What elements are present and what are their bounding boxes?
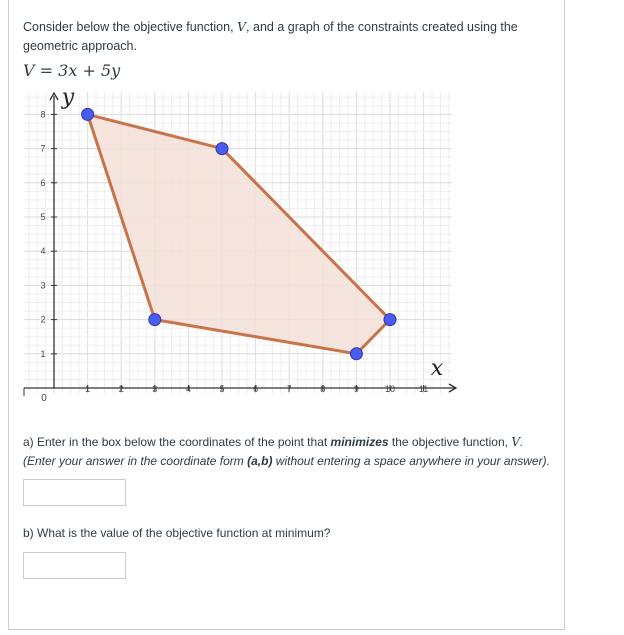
- x-tick-label: 3: [152, 384, 158, 394]
- x-tick-label: 4: [185, 384, 191, 394]
- y-tick-label: 1: [40, 348, 46, 359]
- vertex-point: [216, 143, 228, 155]
- y-tick-label: 2: [40, 314, 46, 325]
- part-a-text-3: . (Enter your answer in the coordinate form: [23, 435, 524, 468]
- part-a-form: (a,b): [247, 454, 273, 468]
- x-tick-label: 6: [253, 384, 259, 394]
- vertex-point: [149, 314, 161, 326]
- part-a-text-1: a) Enter in the box below the coordinates of the point that: [23, 435, 331, 449]
- x-tick-label: 2: [118, 384, 124, 394]
- y-tick-label: 3: [40, 280, 46, 291]
- intro-variable: V: [237, 19, 247, 34]
- x-tick-label: 10: [384, 384, 396, 394]
- part-b-question: b) What is the value of the objective function at minimum?: [23, 526, 331, 540]
- part-a-bold: minimizes: [330, 435, 389, 449]
- origin-label: 0: [41, 393, 47, 404]
- part-a-text-4: without entering a space anywhere in your answer).: [272, 454, 550, 468]
- x-axis-label: x: [430, 356, 444, 381]
- y-tick-label: 7: [40, 143, 46, 154]
- x-tick-label: 8: [320, 384, 326, 394]
- x-tick-label: 9: [353, 384, 359, 394]
- answer-b-input[interactable]: [23, 552, 126, 579]
- answer-a-input[interactable]: [23, 479, 126, 506]
- part-a-variable: V: [511, 435, 520, 449]
- formula-lhs: V: [23, 61, 35, 80]
- part-a-question: [23, 433, 558, 471]
- y-axis-label: y: [61, 85, 75, 110]
- y-tick-label: 4: [40, 246, 46, 257]
- formula-eq: =: [39, 61, 54, 80]
- x-tick-label: 7: [286, 384, 292, 394]
- y-tick-label: 8: [40, 109, 46, 120]
- vertex-point: [82, 108, 94, 120]
- y-tick-label: 6: [40, 177, 46, 188]
- part-a-text-2: the objective function,: [388, 435, 512, 449]
- intro-text-end: , and a graph of the constraints created using the geometric approach.: [23, 20, 518, 53]
- formula-rhs: 3x + 5y: [58, 61, 121, 80]
- x-tick-label: 1: [85, 384, 91, 394]
- x-tick-label: 11: [418, 384, 429, 394]
- y-tick-label: 5: [40, 212, 46, 222]
- vertex-point: [384, 314, 396, 326]
- vertex-point: [350, 348, 362, 360]
- intro-text-start: Consider below the objective function,: [23, 20, 238, 34]
- x-tick-label: 5: [219, 384, 225, 394]
